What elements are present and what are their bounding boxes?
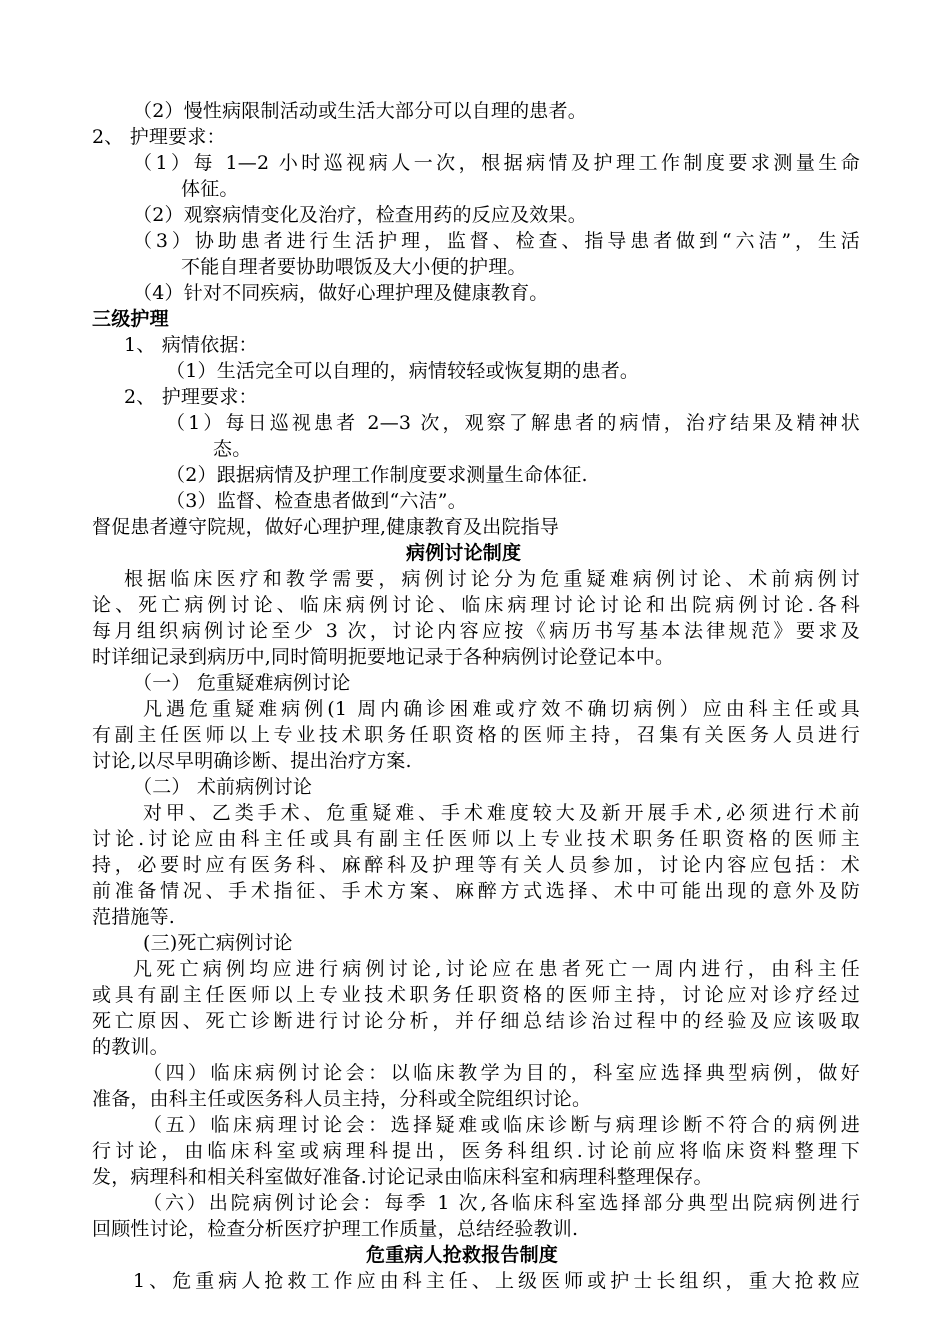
section-title: 病例讨论制度 [406, 542, 522, 564]
paragraph-line: 前准备情况、手术指征、手术方案、麻醉方式选择、术中可能出现的意外及防 [92, 880, 860, 902]
paragraph-line: 对甲、乙类手术、危重疑难、手术难度较大及新开展手术,必须进行术前 [143, 802, 860, 824]
paragraph-line: 发，病理科和相关科室做好准备.讨论记录由临床科室和病理科整理保存。 [92, 1166, 713, 1188]
paragraph-line: 1、危重病人抢救工作应由科主任、上级医师或护士长组织，重大抢救应 [133, 1270, 860, 1292]
text-line: （2）慢性病限制活动或生活大部分可以自理的患者。 [133, 100, 587, 122]
text-line: （2）跟据病情及护理工作制度要求测量生命体征. [166, 464, 588, 486]
text-line: （1）每日巡视患者 2—3 次，观察了解患者的病情，治疗结果及精神状 [166, 412, 860, 434]
subsection-heading: (三)死亡病例讨论 [143, 932, 293, 954]
paragraph-line: 凡死亡病例均应进行病例讨论,讨论应在患者死亡一周内进行，由科主任 [133, 958, 860, 980]
paragraph-line: 每月组织病例讨论至少 3 次，讨论内容应按《病历书写基本法律规范》要求及 [92, 620, 860, 642]
paragraph-line: 讨论.讨论应由科主任或具有副主任医师以上专业技术职务任职资格的医师主 [92, 828, 860, 850]
list-item-heading: 1、 病情依据： [124, 334, 258, 356]
text-line: （1）每 1—2 小时巡视病人一次，根据病情及护理工作制度要求测量生命 [133, 152, 860, 174]
paragraph-line: 时详细记录到病历中,同时简明扼要地记录于各种病例讨论登记本中。 [92, 646, 675, 668]
list-item-heading: 2、 护理要求： [124, 386, 258, 408]
paragraph-line: （四）临床病例讨论会：以临床教学为目的，科室应选择典型病例，做好 [143, 1062, 860, 1084]
text-line: （1）生活完全可以自理的，病情较轻或恢复期的患者。 [166, 360, 640, 382]
text-line: 体征。 [181, 178, 239, 200]
paragraph-line: 回顾性讨论，检查分析医疗护理工作质量，总结经验教训. [92, 1218, 579, 1240]
text-line: （4）针对不同疾病，做好心理护理及健康教育。 [133, 282, 549, 304]
paragraph-line: （五）临床病理讨论会：选择疑难或临床诊断与病理诊断不符合的病例进 [143, 1114, 860, 1136]
text-line: （3）监督、检查患者做到“六洁”。 [166, 490, 467, 512]
paragraph-line: 根据临床医疗和教学需要，病例讨论分为危重疑难病例讨论、术前病例讨 [124, 568, 860, 590]
paragraph-line: 行讨论，由临床科室或病理科提出，医务科组织.讨论前应将临床资料整理下 [92, 1140, 860, 1162]
paragraph-line: 准备，由科主任或医务科人员主持，分科或全院组织讨论。 [92, 1088, 592, 1110]
paragraph-line: 或具有副主任医师以上专业技术职务任职资格的医师主持，讨论应对诊疗经过 [92, 984, 860, 1006]
text-line: （2）观察病情变化及治疗，检查用药的反应及效果。 [133, 204, 587, 226]
text-line: （3）协助患者进行生活护理，监督、检查、指导患者做到“六洁”，生活 [133, 230, 860, 252]
paragraph-line: 凡遇危重疑难病例(1 周内确诊困难或疗效不确切病例）应由科主任或具 [143, 698, 860, 720]
paragraph-line: 死亡原因、死亡诊断进行讨论分析，并仔细总结诊治过程中的经验及应该吸取 [92, 1010, 860, 1032]
paragraph-line: 的教训。 [92, 1036, 169, 1058]
paragraph-line: 讨论,以尽早明确诊断、提出治疗方案. [92, 750, 412, 772]
paragraph-line: 持，必要时应有医务科、麻醉科及护理等有关人员参加，讨论内容应包括：术 [92, 854, 860, 876]
subsection-heading: （一） 危重疑难病例讨论 [133, 672, 351, 694]
paragraph-line: 论、死亡病例讨论、临床病例讨论、临床病理讨论讨论和出院病例讨论.各科 [92, 594, 860, 616]
section-title: 危重病人抢救报告制度 [366, 1244, 559, 1266]
subsection-heading: （二） 术前病例讨论 [133, 776, 313, 798]
paragraph-line: 范措施等. [92, 906, 176, 928]
paragraph-line: （六）出院病例讨论会：每季 1 次,各临床科室选择部分典型出院病例进行 [143, 1192, 860, 1214]
list-item-heading: 2、 护理要求： [92, 126, 226, 148]
section-heading: 三级护理 [92, 308, 169, 330]
paragraph-line: 有副主任医师以上专业技术职务任职资格的医师主持，召集有关医务人员进行 [92, 724, 860, 746]
text-line: 不能自理者要协助喂饭及大小便的护理。 [181, 256, 527, 278]
text-line: 督促患者遵守院规，做好心理护理,健康教育及出院指导 [92, 516, 560, 538]
text-line: 态。 [213, 438, 252, 460]
